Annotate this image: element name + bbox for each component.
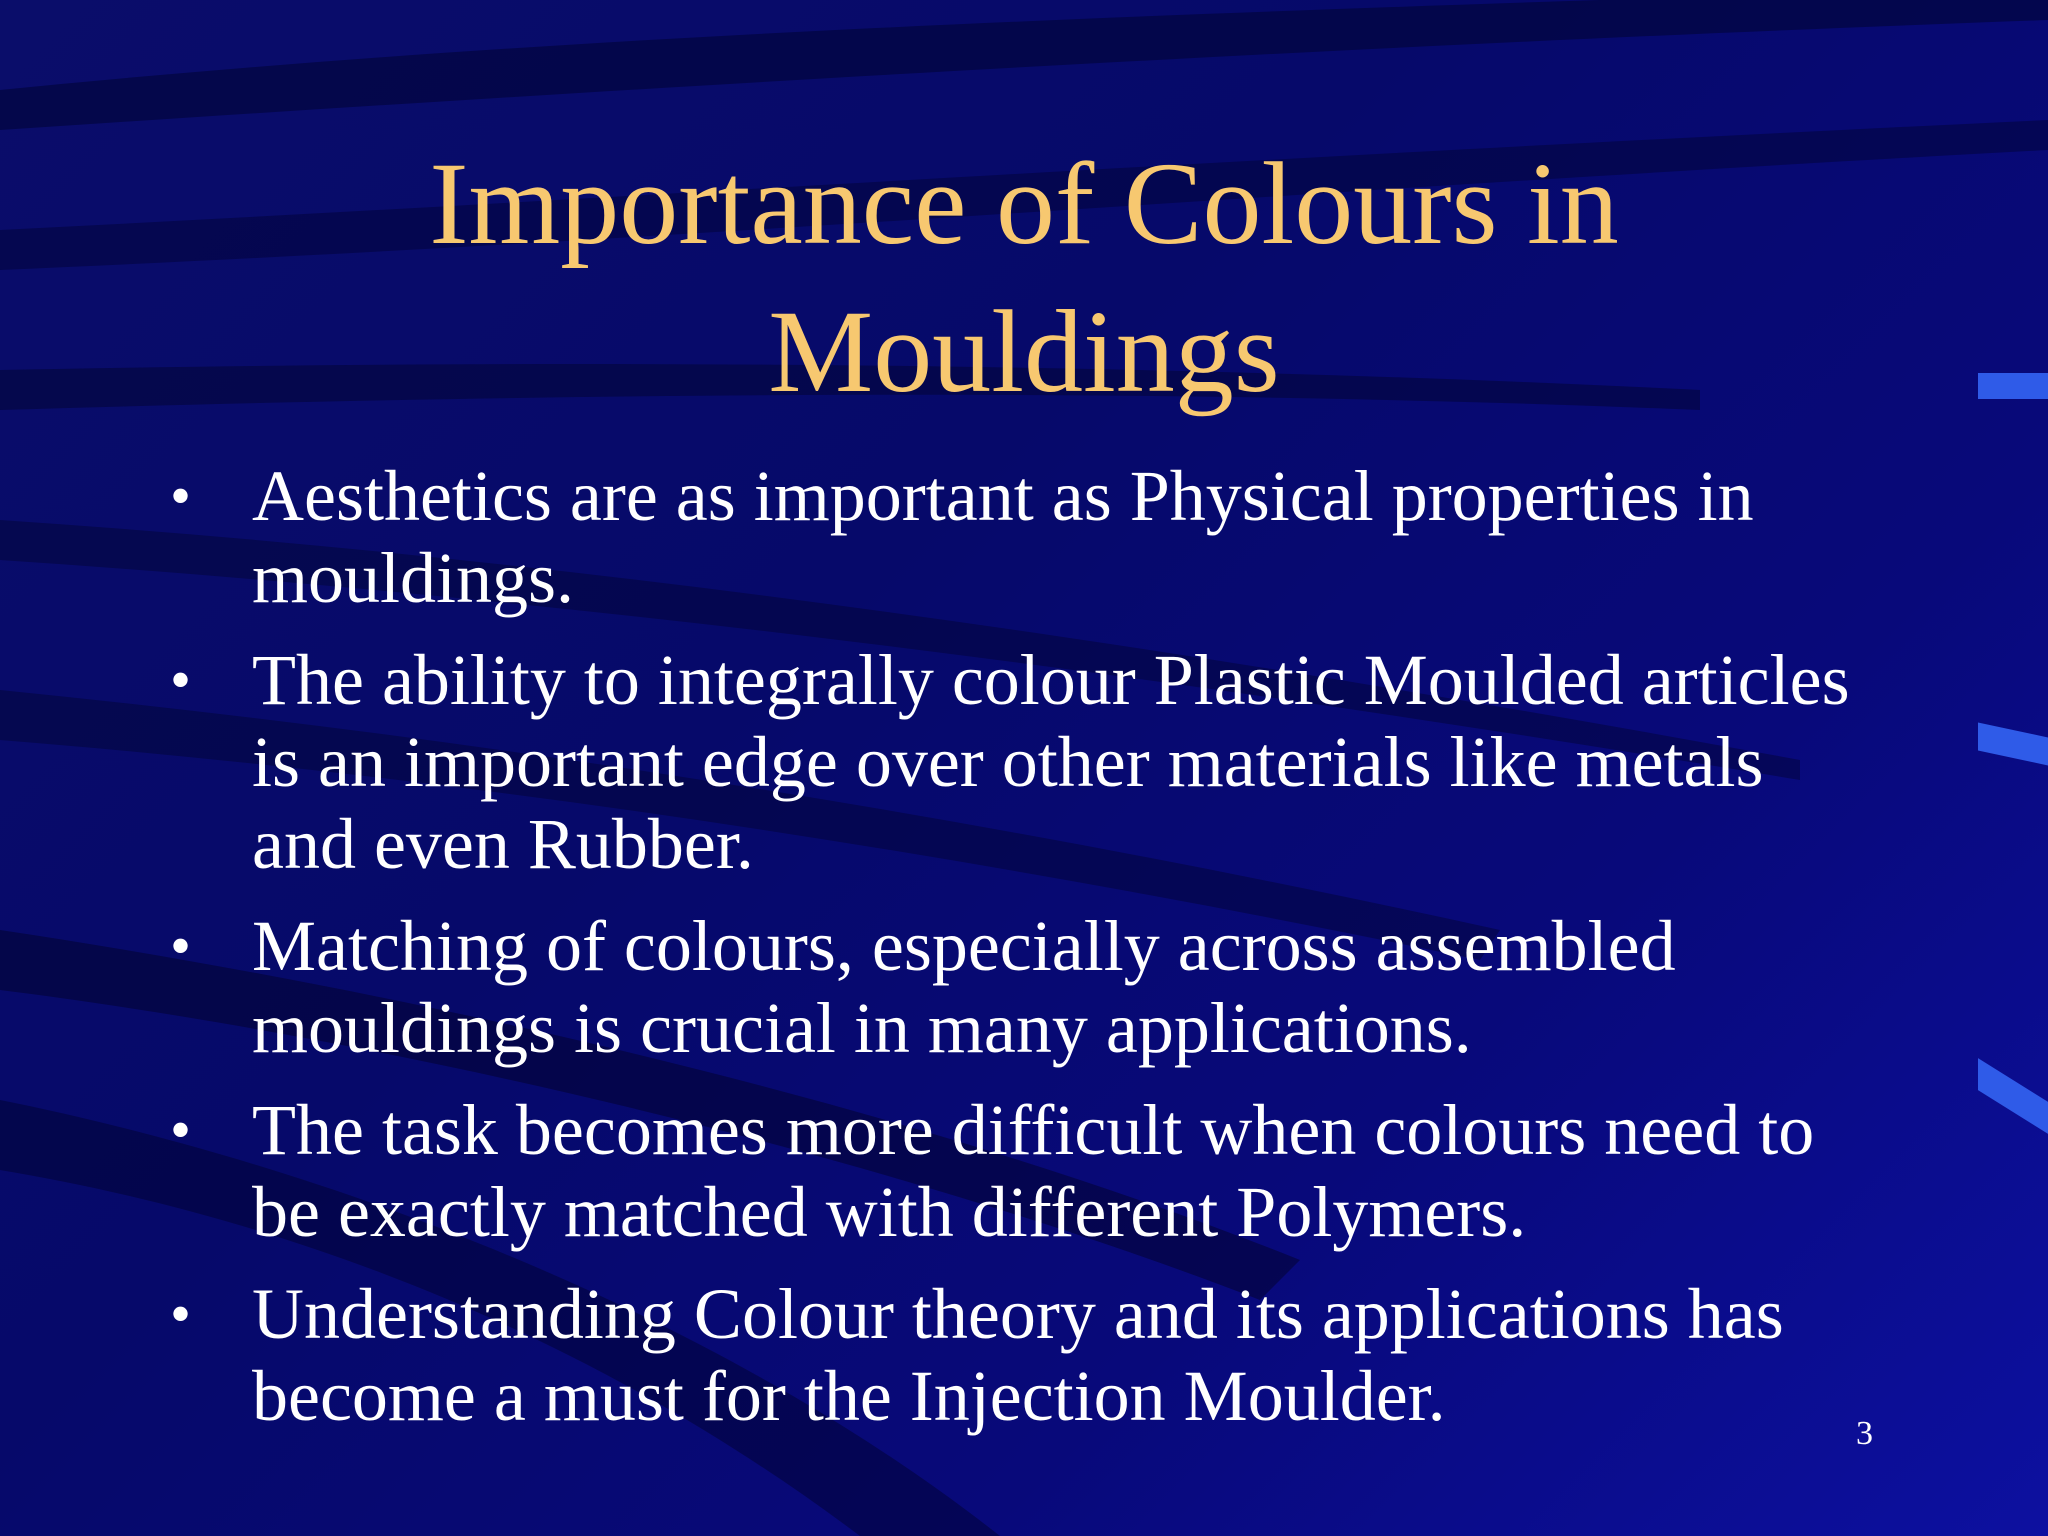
- bullet-text: Matching of colours, especially across assembled mouldings is crucial in many applications.: [252, 906, 1676, 1068]
- bullet-item: [160, 905, 1880, 1069]
- bullet-list: [160, 455, 1880, 1457]
- bullet-item: [160, 1089, 1880, 1253]
- slide-number: 3: [1856, 1415, 1873, 1452]
- bullet-marker: •: [170, 1281, 192, 1347]
- bullet-text: Understanding Colour theory and its applications has become a must for the Injection Moulder.: [252, 1274, 1784, 1436]
- slide-title-line-1: Importance of Colours in: [429, 138, 1619, 269]
- bullet-text: The task becomes more difficult when colours need to be exactly matched with different Polymers.: [252, 1090, 1815, 1252]
- bullet-marker: •: [170, 463, 192, 529]
- bullet-item: [160, 1273, 1880, 1437]
- bullet-marker: •: [170, 647, 192, 713]
- bullet-item: [160, 455, 1880, 619]
- bullet-marker: •: [170, 913, 192, 979]
- bullet-text: The ability to integrally colour Plastic Moulded articles is an important edge over other materials like metals and even Rubber.: [252, 640, 1850, 884]
- bullet-text: Aesthetics are as important as Physical properties in mouldings.: [252, 456, 1754, 618]
- slide-title-line-2: Mouldings: [768, 286, 1280, 417]
- slide-title: [0, 130, 2048, 426]
- bullet-item: [160, 639, 1880, 885]
- bullet-marker: •: [170, 1097, 192, 1163]
